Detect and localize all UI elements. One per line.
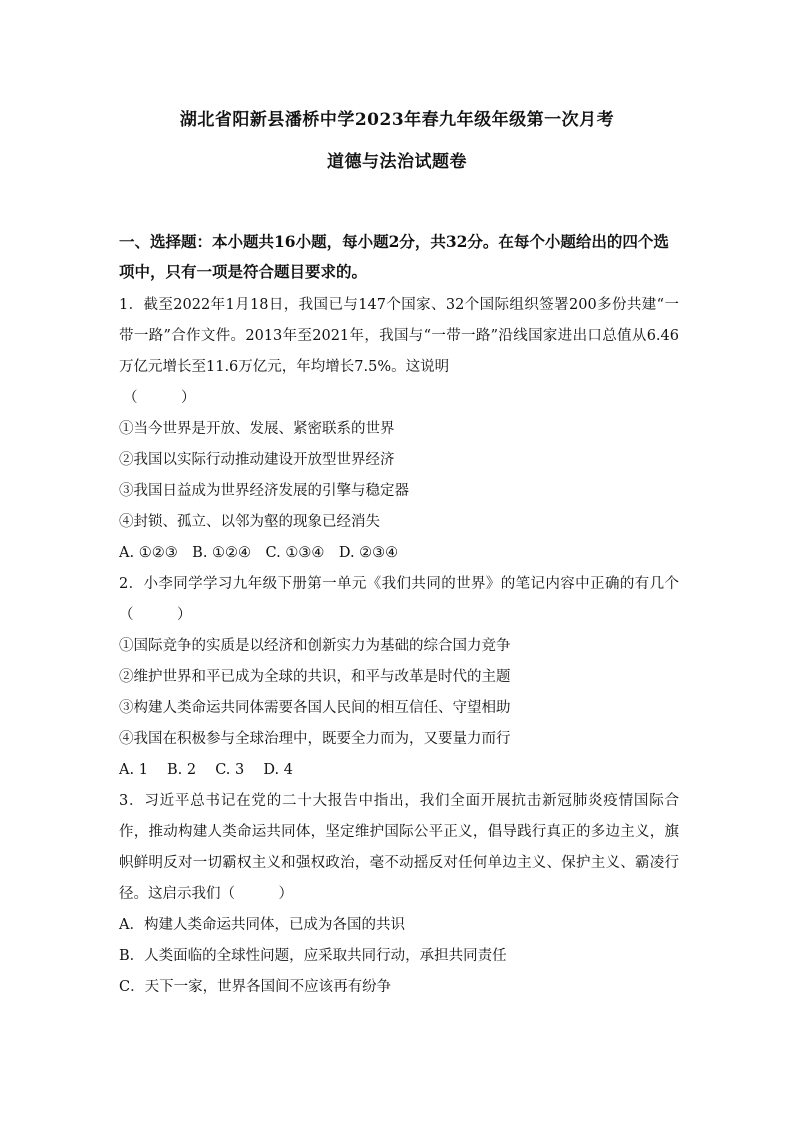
statement-item: ②维护世界和平已成为全球的共识，和平与改革是时代的主题 bbox=[119, 669, 511, 685]
question-stem bbox=[119, 290, 679, 414]
statement-item: ①国际竞争的实质是以经济和创新实力为基础的综合国力竞争 bbox=[119, 638, 511, 654]
statement-item: ③构建人类命运共同体需要各国人民间的相互信任、守望相助 bbox=[119, 700, 511, 716]
question-3 bbox=[119, 786, 679, 1003]
exam-content bbox=[119, 227, 679, 1003]
choice-item: B．人类面临的全球性问题，应采取共同行动，承担共同责任 bbox=[119, 948, 507, 964]
exam-subtitle: 道德与法治试题卷 bbox=[327, 152, 467, 172]
statement-item: ④封锁、孤立、以邻为壑的现象已经消失 bbox=[119, 514, 380, 530]
question-stem: 2．小李同学学习九年级下册第一单元《我们共同的世界》的笔记内容中正确的有几个（ ） bbox=[119, 576, 679, 623]
answer-bracket: （ ） bbox=[123, 390, 196, 406]
question-1 bbox=[119, 290, 679, 569]
statement-item: ④我国在积极参与全球治理中，既要全力而为，又要量力而行 bbox=[119, 731, 511, 747]
statement-item: ③我国日益成为世界经济发展的引擎与稳定器 bbox=[119, 483, 409, 499]
question-stem: 3．习近平总书记在党的二十大报告中指出，我们全面开展抗击新冠肺炎疫情国际合作，推动构建人类命运共同体，坚定维护国际公平正义，倡导践行真正的多边主义，旗帜鲜明反对一切霸权主义和强权政治，毫不动摇反对任何单边主义、保护主义、霸凌行径。这启示我们（ ） bbox=[119, 793, 679, 902]
answer-options: A. ①②③ B. ①②④ C. ①③④ D. ②③④ bbox=[119, 545, 399, 561]
exam-title: 湖北省阳新县潘桥中学2023年春九年级年级第一次月考 bbox=[179, 110, 615, 130]
answer-options: A. 1 B. 2 C. 3 D. 4 bbox=[119, 762, 293, 778]
question-2 bbox=[119, 569, 679, 786]
question-stem-text: 1．截至2022年1月18日，我国已与147个国家、32个国际组织签署200多份共建“一带一路”合作文件。2013年至2021年，我国与“一带一路”沿线国家进出口总值从6.46万亿元增长至11.6万亿元，年均增长7.5%。这说明 bbox=[119, 297, 679, 375]
statement-item: ①当今世界是开放、发展、紧密联系的世界 bbox=[119, 421, 395, 437]
section-heading: 一、选择题：本小题共16小题，每小题2分，共32分。在每个小题给出的四个选项中，只有一项是符合题目要求的。 bbox=[119, 232, 669, 281]
choice-item: C．天下一家，世界各国间不应该再有纷争 bbox=[119, 979, 392, 995]
statement-item: ②我国以实际行动推动建设开放型世界经济 bbox=[119, 452, 395, 468]
choice-item: A．构建人类命运共同体，已成为各国的共识 bbox=[119, 917, 405, 933]
